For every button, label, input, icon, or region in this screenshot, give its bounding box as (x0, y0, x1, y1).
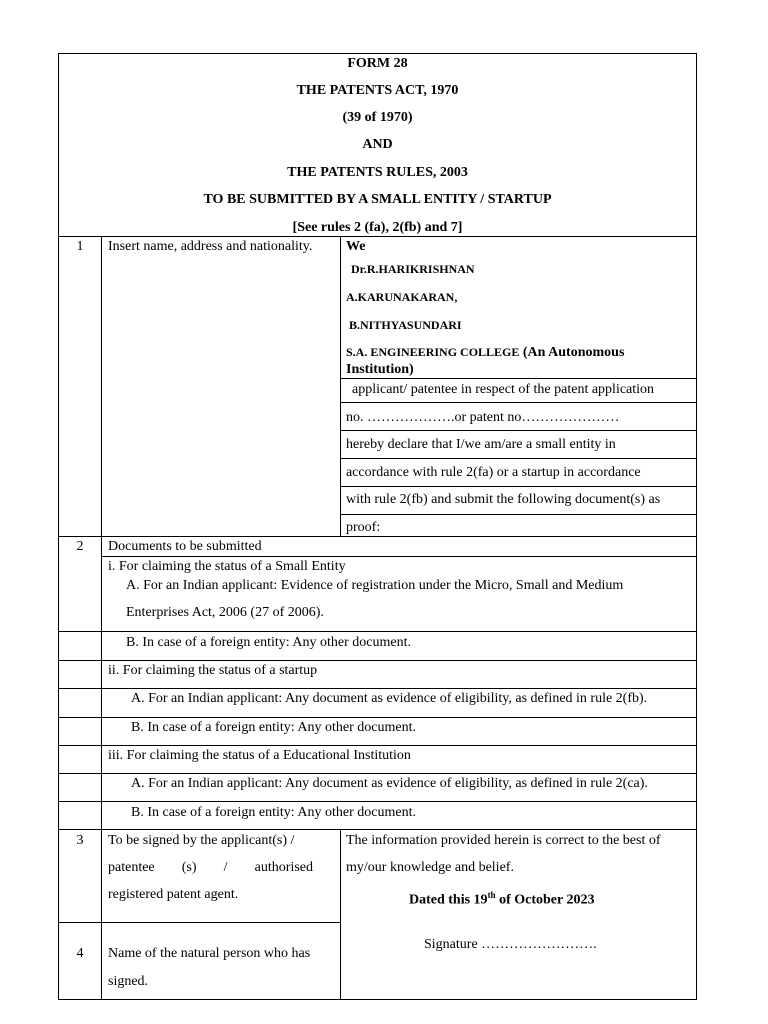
startup-a: A. For an Indian applicant: Any document as evidence of eligibility, as defined in rule 2(fb). (131, 691, 648, 706)
rules-title: THE PATENTS RULES, 2003 (287, 165, 468, 180)
info-line: my/our knowledge and belief. (346, 860, 514, 875)
we-text: We (346, 239, 366, 254)
startup-heading: ii. For claiming the status of a startup (108, 663, 318, 678)
small-entity-a-line2: Enterprises Act, 2006 (27 of 2006). (126, 605, 324, 620)
college-name (346, 344, 624, 361)
divider (59, 688, 696, 689)
divider (340, 458, 696, 459)
declaration-line: applicant/ patentee in respect of the patent application (352, 382, 655, 397)
dated-prefix: Dated this 19 (409, 892, 488, 908)
act-title: THE PATENTS ACT, 1970 (296, 83, 459, 98)
row-number: 2 (76, 539, 84, 554)
divider (59, 829, 696, 830)
divider (59, 631, 696, 632)
divider (340, 378, 696, 379)
small-entity-a-line1: A. For an Indian applicant: Evidence of registration under the Micro, Small and Medium (126, 578, 624, 593)
form-number: FORM 28 (347, 56, 408, 71)
divider (59, 801, 696, 802)
educational-a: A. For an Indian applicant: Any document as evidence of eligibility, as defined in rule 2(ca). (131, 776, 648, 791)
divider (340, 430, 696, 431)
row-3-label-line: patentee (s) / authorised (108, 860, 313, 875)
divider (340, 486, 696, 487)
row-1-label: Insert name, address and nationality. (108, 239, 313, 254)
and-text: AND (362, 137, 393, 152)
divider (101, 236, 102, 999)
divider (59, 236, 696, 237)
divider (340, 514, 696, 515)
documents-title: Documents to be submitted (108, 539, 262, 554)
college-suffix: (An Autonomous (522, 345, 625, 360)
divider (59, 745, 696, 746)
startup-b: B. In case of a foreign entity: Any other document. (131, 720, 416, 735)
act-number: (39 of 1970) (342, 110, 413, 125)
dated-line (409, 887, 594, 909)
divider (340, 236, 341, 536)
divider (59, 717, 696, 718)
see-rules: [See rules 2 (fa), 2(fb) and 7] (292, 220, 463, 235)
row-3-label-line: registered patent agent. (108, 887, 239, 902)
college-label: S.A. ENGINEERING COLLEGE (346, 345, 520, 359)
small-entity-b: B. In case of a foreign entity: Any other document. (126, 635, 411, 650)
divider (59, 660, 696, 661)
row-number: 1 (76, 239, 84, 254)
row-4-label-line: signed. (108, 974, 149, 989)
college-suffix-line2: Institution) (346, 362, 414, 377)
applicant-name: Dr.R.HARIKRISHNAN (351, 262, 475, 276)
dated-suffix: of October 2023 (495, 892, 595, 908)
divider (59, 536, 696, 537)
row-4-label-line: Name of the natural person who has (108, 946, 311, 961)
row-3-label-line: To be signed by the applicant(s) / (108, 833, 295, 848)
divider (340, 829, 341, 999)
divider (59, 773, 696, 774)
declaration-line: with rule 2(fb) and submit the following document(s) as (346, 492, 661, 507)
small-entity-heading: i. For claiming the status of a Small Entity (108, 559, 346, 574)
dated-sup: th (487, 890, 496, 900)
purpose-title: TO BE SUBMITTED BY A SMALL ENTITY / STARTUP (203, 192, 552, 207)
row-number: 4 (76, 946, 84, 961)
applicant-name: B.NITHYASUNDARI (349, 318, 462, 332)
info-line: The information provided herein is correct to the best of (346, 833, 661, 848)
divider (101, 556, 696, 557)
educational-b: B. In case of a foreign entity: Any other document. (131, 805, 416, 820)
divider (340, 402, 696, 403)
applicant-name: A.KARUNAKARAN, (346, 290, 458, 304)
declaration-line: hereby declare that I/we am/are a small entity in (346, 437, 616, 452)
declaration-line: no. ……………….or patent no………………… (346, 410, 620, 425)
signature-line: Signature ……………………. (424, 937, 597, 952)
educational-heading: iii. For claiming the status of a Educational Institution (108, 748, 411, 763)
declaration-line: accordance with rule 2(fa) or a startup in accordance (346, 465, 641, 480)
form-28-table (58, 53, 697, 1000)
declaration-line: proof: (346, 520, 381, 535)
row-number: 3 (76, 833, 84, 848)
